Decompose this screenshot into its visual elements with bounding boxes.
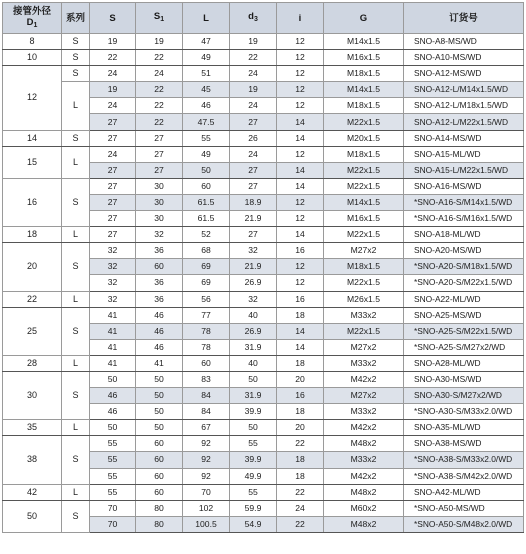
cell-order: SNO-A8-MS/WD — [404, 34, 524, 50]
cell-s1: 30 — [136, 194, 183, 210]
cell-s: 19 — [90, 34, 136, 50]
header-s: S — [90, 3, 136, 34]
cell-g: M42x2 — [324, 420, 404, 436]
cell-s1: 50 — [136, 420, 183, 436]
cell-i: 22 — [277, 436, 324, 452]
cell-i: 14 — [277, 178, 324, 194]
cell-order: SNO-A20-MS/WD — [404, 243, 524, 259]
cell-i: 20 — [277, 420, 324, 436]
cell-s: 24 — [90, 98, 136, 114]
cell-d3: 59.9 — [230, 500, 277, 516]
cell-order: *SNO-A16-S/M16x1.5/WD — [404, 211, 524, 227]
spec-table — [2, 2, 524, 533]
header-l: L — [183, 3, 230, 34]
cell-od: 10 — [3, 50, 62, 66]
header-d3: $d_3$ — [230, 3, 277, 34]
cell-g: M42x2 — [324, 371, 404, 387]
cell-d3: 27 — [230, 162, 277, 178]
cell-g: M33x2 — [324, 307, 404, 323]
cell-i: 22 — [277, 484, 324, 500]
cell-series: S — [62, 34, 90, 50]
cell-od: 30 — [3, 371, 62, 419]
cell-l: 68 — [183, 243, 230, 259]
cell-i: 12 — [277, 82, 324, 98]
cell-i: 14 — [277, 114, 324, 130]
cell-s: 27 — [90, 194, 136, 210]
cell-order: SNO-A16-MS/WD — [404, 178, 524, 194]
cell-g: M22x1.5 — [324, 227, 404, 243]
cell-s: 24 — [90, 146, 136, 162]
cell-l: 78 — [183, 323, 230, 339]
cell-s: 46 — [90, 388, 136, 404]
header-i: i — [277, 3, 324, 34]
cell-s: 27 — [90, 130, 136, 146]
cell-series: S — [62, 371, 90, 419]
cell-series: L — [62, 291, 90, 307]
cell-order: SNO-A10-MS/WD — [404, 50, 524, 66]
cell-series: S — [62, 243, 90, 291]
cell-order: *SNO-A50-MS/WD — [404, 500, 524, 516]
cell-series: S — [62, 500, 90, 532]
cell-od: 18 — [3, 227, 62, 243]
cell-g: M33x2 — [324, 404, 404, 420]
cell-od: 12 — [3, 66, 62, 130]
cell-s1: 80 — [136, 516, 183, 532]
cell-i: 12 — [277, 66, 324, 82]
cell-od: 15 — [3, 146, 62, 178]
cell-d3: 24 — [230, 98, 277, 114]
cell-d3: 55 — [230, 484, 277, 500]
cell-i: 14 — [277, 323, 324, 339]
cell-d3: 40 — [230, 307, 277, 323]
cell-order: *SNO-A38-S/M33x2.0/WD — [404, 452, 524, 468]
cell-l: 60 — [183, 355, 230, 371]
cell-s1: 36 — [136, 275, 183, 291]
cell-s1: 22 — [136, 98, 183, 114]
cell-l: 61.5 — [183, 194, 230, 210]
table-row — [3, 307, 524, 323]
cell-g: M16x1.5 — [324, 211, 404, 227]
cell-s1: 22 — [136, 50, 183, 66]
table-row — [3, 243, 524, 259]
cell-s: 24 — [90, 66, 136, 82]
cell-s: 27 — [90, 227, 136, 243]
cell-l: 84 — [183, 388, 230, 404]
cell-order: *SNO-A25-S/M27x2/WD — [404, 339, 524, 355]
cell-order: *SNO-A30-S/M33x2.0/WD — [404, 404, 524, 420]
cell-d3: 19 — [230, 34, 277, 50]
cell-d3: 18.9 — [230, 194, 277, 210]
cell-s: 32 — [90, 259, 136, 275]
cell-s: 55 — [90, 484, 136, 500]
cell-d3: 24 — [230, 146, 277, 162]
cell-series: L — [62, 484, 90, 500]
header-od: 接管外径 $D_1$ — [3, 3, 62, 34]
cell-g: M22x1.5 — [324, 275, 404, 291]
cell-od: 25 — [3, 307, 62, 355]
cell-order: SNO-A12-L/M14x1.5/WD — [404, 82, 524, 98]
cell-i: 14 — [277, 130, 324, 146]
cell-order: SNO-A15-ML/WD — [404, 146, 524, 162]
cell-l: 84 — [183, 404, 230, 420]
cell-g: M26x1.5 — [324, 291, 404, 307]
cell-s: 41 — [90, 355, 136, 371]
cell-g: M48x2 — [324, 436, 404, 452]
cell-series: L — [62, 355, 90, 371]
cell-s1: 46 — [136, 323, 183, 339]
cell-s1: 50 — [136, 404, 183, 420]
table-row — [3, 371, 524, 387]
cell-s1: 50 — [136, 371, 183, 387]
cell-s1: 41 — [136, 355, 183, 371]
cell-i: 12 — [277, 34, 324, 50]
cell-l: 92 — [183, 436, 230, 452]
cell-od: 8 — [3, 34, 62, 50]
cell-s1: 22 — [136, 82, 183, 98]
cell-s1: 60 — [136, 484, 183, 500]
cell-d3: 21.9 — [230, 259, 277, 275]
cell-l: 45 — [183, 82, 230, 98]
cell-g: M27x2 — [324, 243, 404, 259]
cell-order: SNO-A30-MS/WD — [404, 371, 524, 387]
cell-g: M18x1.5 — [324, 98, 404, 114]
cell-s1: 22 — [136, 114, 183, 130]
cell-l: 92 — [183, 452, 230, 468]
cell-series: L — [62, 227, 90, 243]
cell-g: M33x2 — [324, 452, 404, 468]
cell-d3: 32 — [230, 243, 277, 259]
cell-g: M27x2 — [324, 339, 404, 355]
cell-g: M22x1.5 — [324, 178, 404, 194]
cell-l: 46 — [183, 98, 230, 114]
cell-d3: 50 — [230, 420, 277, 436]
cell-s1: 24 — [136, 66, 183, 82]
cell-g: M22x1.5 — [324, 114, 404, 130]
cell-g: M14x1.5 — [324, 194, 404, 210]
cell-d3: 31.9 — [230, 339, 277, 355]
cell-g: M14x1.5 — [324, 82, 404, 98]
cell-order: SNO-A12-L/M22x1.5/WD — [404, 114, 524, 130]
cell-i: 14 — [277, 339, 324, 355]
cell-g: M42x2 — [324, 468, 404, 484]
cell-g: M48x2 — [324, 516, 404, 532]
cell-g: M60x2 — [324, 500, 404, 516]
cell-od: 42 — [3, 484, 62, 500]
cell-i: 12 — [277, 50, 324, 66]
cell-l: 51 — [183, 66, 230, 82]
cell-l: 56 — [183, 291, 230, 307]
table-body — [3, 34, 524, 533]
header-g: G — [324, 3, 404, 34]
cell-g: M48x2 — [324, 484, 404, 500]
cell-l: 49 — [183, 50, 230, 66]
table-row — [3, 355, 524, 371]
cell-i: 16 — [277, 291, 324, 307]
cell-s1: 46 — [136, 339, 183, 355]
cell-s: 19 — [90, 82, 136, 98]
cell-i: 14 — [277, 162, 324, 178]
table-row — [3, 66, 524, 82]
cell-s1: 19 — [136, 34, 183, 50]
cell-i: 20 — [277, 371, 324, 387]
table-row — [3, 82, 524, 98]
cell-s: 41 — [90, 323, 136, 339]
cell-i: 18 — [277, 468, 324, 484]
cell-l: 49 — [183, 146, 230, 162]
cell-s: 27 — [90, 162, 136, 178]
cell-l: 69 — [183, 275, 230, 291]
cell-i: 18 — [277, 404, 324, 420]
cell-s: 55 — [90, 468, 136, 484]
table-row — [3, 130, 524, 146]
cell-i: 18 — [277, 355, 324, 371]
cell-s1: 32 — [136, 227, 183, 243]
cell-s: 27 — [90, 211, 136, 227]
cell-s: 22 — [90, 50, 136, 66]
cell-order: SNO-A14-MS/WD — [404, 130, 524, 146]
cell-d3: 21.9 — [230, 211, 277, 227]
cell-od: 22 — [3, 291, 62, 307]
cell-l: 70 — [183, 484, 230, 500]
cell-s: 27 — [90, 114, 136, 130]
cell-d3: 26.9 — [230, 275, 277, 291]
cell-l: 83 — [183, 371, 230, 387]
header-s1: $S_1$ — [136, 3, 183, 34]
cell-d3: 22 — [230, 50, 277, 66]
cell-d3: 50 — [230, 371, 277, 387]
table-row — [3, 291, 524, 307]
cell-s1: 60 — [136, 259, 183, 275]
cell-i: 12 — [277, 98, 324, 114]
cell-series: L — [62, 420, 90, 436]
cell-d3: 24 — [230, 66, 277, 82]
cell-s1: 60 — [136, 452, 183, 468]
table-row — [3, 146, 524, 162]
cell-g: M18x1.5 — [324, 259, 404, 275]
cell-order: SNO-A42-ML/WD — [404, 484, 524, 500]
cell-l: 102 — [183, 500, 230, 516]
cell-s: 50 — [90, 371, 136, 387]
cell-series: S — [62, 307, 90, 355]
cell-l: 78 — [183, 339, 230, 355]
cell-d3: 49.9 — [230, 468, 277, 484]
cell-series: S — [62, 50, 90, 66]
cell-series: S — [62, 178, 90, 226]
cell-s1: 30 — [136, 211, 183, 227]
cell-d3: 55 — [230, 436, 277, 452]
cell-s1: 80 — [136, 500, 183, 516]
cell-s1: 27 — [136, 130, 183, 146]
cell-g: M33x2 — [324, 355, 404, 371]
cell-od: 50 — [3, 500, 62, 532]
cell-od: 28 — [3, 355, 62, 371]
cell-d3: 31.9 — [230, 388, 277, 404]
cell-order: *SNO-A38-S/M42x2.0/WD — [404, 468, 524, 484]
cell-i: 18 — [277, 452, 324, 468]
cell-s1: 46 — [136, 307, 183, 323]
cell-g: M22x1.5 — [324, 323, 404, 339]
cell-od: 20 — [3, 243, 62, 291]
cell-l: 60 — [183, 178, 230, 194]
cell-g: M14x1.5 — [324, 34, 404, 50]
cell-g: M18x1.5 — [324, 146, 404, 162]
cell-d3: 39.9 — [230, 452, 277, 468]
header-series: 系列 — [62, 3, 90, 34]
cell-order: *SNO-A20-S/M22x1.5/WD — [404, 275, 524, 291]
cell-s1: 36 — [136, 243, 183, 259]
cell-i: 16 — [277, 388, 324, 404]
cell-order: *SNO-A20-S/M18x1.5/WD — [404, 259, 524, 275]
cell-s: 70 — [90, 500, 136, 516]
cell-s: 46 — [90, 404, 136, 420]
cell-s1: 50 — [136, 388, 183, 404]
cell-s1: 36 — [136, 291, 183, 307]
cell-l: 52 — [183, 227, 230, 243]
cell-i: 12 — [277, 146, 324, 162]
cell-g: M22x1.5 — [324, 162, 404, 178]
cell-s1: 27 — [136, 162, 183, 178]
cell-s: 41 — [90, 339, 136, 355]
table-row — [3, 484, 524, 500]
cell-order: SNO-A35-ML/WD — [404, 420, 524, 436]
cell-s: 70 — [90, 516, 136, 532]
cell-i: 14 — [277, 227, 324, 243]
cell-l: 67 — [183, 420, 230, 436]
table-row — [3, 227, 524, 243]
table-row — [3, 436, 524, 452]
cell-i: 12 — [277, 259, 324, 275]
cell-d3: 54.9 — [230, 516, 277, 532]
cell-i: 12 — [277, 194, 324, 210]
cell-od: 16 — [3, 178, 62, 226]
cell-l: 100.5 — [183, 516, 230, 532]
cell-d3: 19 — [230, 82, 277, 98]
cell-i: 16 — [277, 243, 324, 259]
cell-d3: 39.9 — [230, 404, 277, 420]
cell-l: 47.5 — [183, 114, 230, 130]
header-row — [3, 3, 524, 34]
cell-l: 92 — [183, 468, 230, 484]
cell-s1: 27 — [136, 146, 183, 162]
cell-od: 38 — [3, 436, 62, 484]
cell-od: 14 — [3, 130, 62, 146]
cell-order: SNO-A12-MS/WD — [404, 66, 524, 82]
cell-s: 55 — [90, 452, 136, 468]
cell-series: L — [62, 146, 90, 178]
table-row — [3, 500, 524, 516]
cell-series: S — [62, 436, 90, 484]
cell-s1: 60 — [136, 468, 183, 484]
cell-order: *SNO-A50-S/M48x2.0/WD — [404, 516, 524, 532]
cell-d3: 32 — [230, 291, 277, 307]
cell-g: M27x2 — [324, 388, 404, 404]
cell-g: M16x1.5 — [324, 50, 404, 66]
cell-i: 24 — [277, 500, 324, 516]
cell-i: 12 — [277, 211, 324, 227]
cell-s1: 60 — [136, 436, 183, 452]
cell-d3: 27 — [230, 178, 277, 194]
cell-od: 35 — [3, 420, 62, 436]
cell-s: 55 — [90, 436, 136, 452]
table-row — [3, 420, 524, 436]
cell-order: SNO-A15-L/M22x1.5/WD — [404, 162, 524, 178]
cell-g: M20x1.5 — [324, 130, 404, 146]
cell-l: 50 — [183, 162, 230, 178]
cell-d3: 27 — [230, 114, 277, 130]
cell-i: 12 — [277, 275, 324, 291]
cell-order: SNO-A12-L/M18x1.5/WD — [404, 98, 524, 114]
cell-i: 18 — [277, 307, 324, 323]
table-row — [3, 178, 524, 194]
cell-order: SNO-A22-ML/WD — [404, 291, 524, 307]
cell-series: S — [62, 66, 90, 82]
cell-order: SNO-A18-ML/WD — [404, 227, 524, 243]
cell-l: 61.5 — [183, 211, 230, 227]
table-row — [3, 50, 524, 66]
cell-l: 55 — [183, 130, 230, 146]
cell-series: S — [62, 130, 90, 146]
cell-order: SNO-A30-S/M27x2/WD — [404, 388, 524, 404]
cell-d3: 26.9 — [230, 323, 277, 339]
cell-s: 32 — [90, 243, 136, 259]
cell-l: 77 — [183, 307, 230, 323]
table-row — [3, 34, 524, 50]
cell-l: 69 — [183, 259, 230, 275]
cell-d3: 40 — [230, 355, 277, 371]
cell-g: M18x1.5 — [324, 66, 404, 82]
cell-l: 47 — [183, 34, 230, 50]
cell-s: 50 — [90, 420, 136, 436]
cell-d3: 27 — [230, 227, 277, 243]
cell-order: *SNO-A25-S/M22x1.5/WD — [404, 323, 524, 339]
cell-i: 22 — [277, 516, 324, 532]
cell-order: SNO-A25-MS/WD — [404, 307, 524, 323]
cell-s: 32 — [90, 275, 136, 291]
header-order-number: 订货号 — [404, 3, 524, 34]
cell-s: 27 — [90, 178, 136, 194]
cell-order: *SNO-A16-S/M14x1.5/WD — [404, 194, 524, 210]
cell-series: L — [62, 82, 90, 130]
cell-order: SNO-A38-MS/WD — [404, 436, 524, 452]
cell-s: 41 — [90, 307, 136, 323]
cell-s1: 30 — [136, 178, 183, 194]
cell-s: 32 — [90, 291, 136, 307]
cell-d3: 26 — [230, 130, 277, 146]
cell-order: SNO-A28-ML/WD — [404, 355, 524, 371]
